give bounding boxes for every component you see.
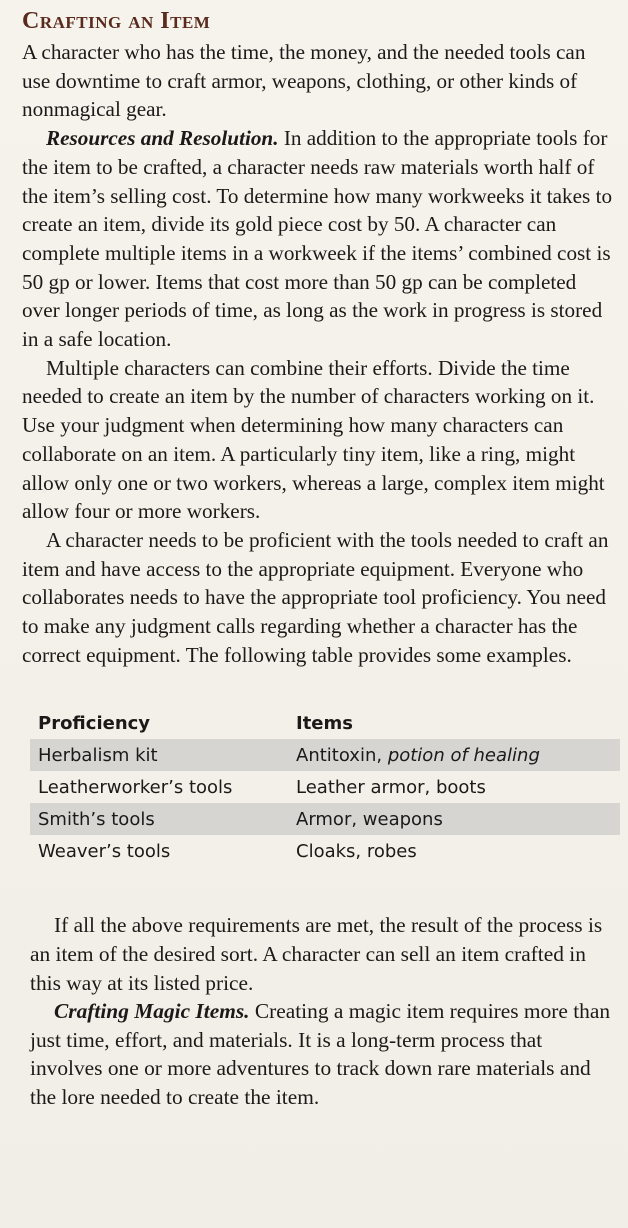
section-heading: Crafting an Item	[22, 8, 211, 34]
multiple-characters-paragraph: Multiple characters can combine their efforts. Divide the time needed to create an item by the number of characters working on it. Use your judgment when determining how many characters can collaborate on an item. A particularly tiny item, like a ring, might allow only one or two workers, whereas a large, complex item might allow four or more workers.	[22, 355, 605, 524]
magic-text: Creating a magic item requires more than just time, effort, and materials. It is a long-term process that involves one or more adventures to track down rare materials and the lore needed to create the item.	[30, 999, 611, 1110]
cell-items	[288, 739, 620, 771]
tools-table-container	[30, 707, 620, 867]
resources-paragraph	[22, 124, 614, 354]
cell-proficiency: Leatherworker’s tools	[38, 776, 233, 798]
table-row	[30, 835, 620, 867]
intro-paragraph: A character who has the time, the money, and the needed tools can use downtime to craft armor, weapons, clothing, or other kinds of nonmagical gear.	[22, 40, 586, 122]
resources-text: In addition to the appropriate tools for the item to be crafted, a character needs raw materials worth half of the item’s selling cost. To determine how many workweeks it takes to create an item, divide its gold piece cost by 50. A character can complete multiple items in a workweek if the items’ combined cost is 50 gp or lower. Items that cost more than 50 gp can be completed over longer periods of time, as long as the work in progress is stored in a safe location.	[22, 126, 613, 352]
cell-items-italic: potion of healing	[387, 744, 540, 766]
after-table-section	[22, 911, 614, 1111]
magic-items-paragraph	[30, 997, 614, 1111]
cell-proficiency: Weaver’s tools	[38, 840, 171, 862]
cell-items: Leather armor, boots	[296, 776, 486, 798]
magic-runin-heading: Crafting Magic Items.	[54, 999, 250, 1024]
table-row	[30, 771, 620, 803]
table-row	[30, 803, 620, 835]
table-header-row	[30, 707, 620, 739]
cell-proficiency: Smith’s tools	[30, 803, 288, 835]
table-row	[30, 739, 620, 771]
proficiency-paragraph: A character needs to be proficient with the tools needed to craft an item and have access to the appropriate equipment. Everyone who collaborates needs to have the appropriate tool proficiency. You need to make any judgment calls regarding whether a character has the correct equipment. The following table provides some examples.	[22, 527, 609, 667]
tools-table	[30, 707, 620, 867]
requirements-paragraph: If all the above requirements are met, the result of the process is an item of the desired sort. A character can sell an item crafted in this way at its listed price.	[30, 913, 603, 995]
header-proficiency: Proficiency	[38, 712, 151, 734]
cell-items-plain: Antitoxin,	[296, 744, 388, 766]
header-items: Items	[296, 712, 353, 734]
resources-runin-heading: Resources and Resolution.	[46, 126, 279, 151]
cell-items: Cloaks, robes	[296, 840, 417, 862]
cell-items: Armor, weapons	[288, 803, 620, 835]
cell-proficiency: Herbalism kit	[30, 739, 288, 771]
